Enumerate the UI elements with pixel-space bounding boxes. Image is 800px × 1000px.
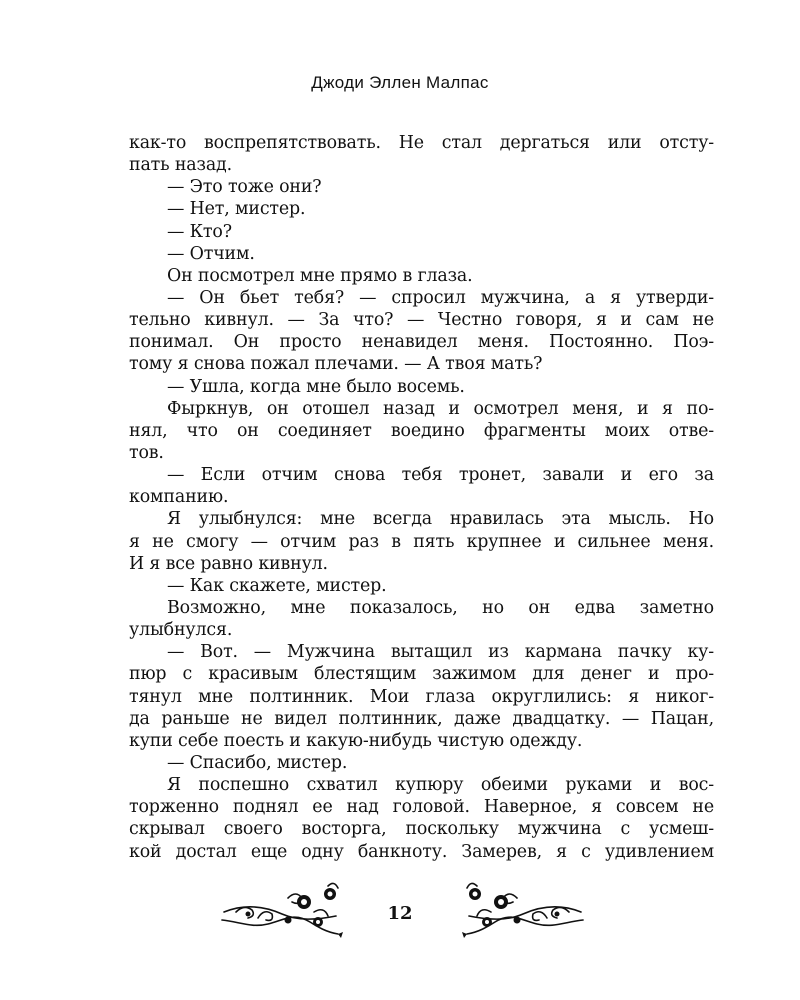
page-footer	[0, 876, 800, 946]
text-line: тянул мне полтинник. Мои глаза округлились: я никог-	[129, 686, 714, 707]
page-number: 12	[387, 903, 413, 924]
text-line: Фыркнув, он отошел назад и осмотрел меня, и я по-	[167, 398, 714, 419]
text-line: — Как скажете, мистер.	[167, 575, 387, 596]
text-line: купи себе поесть и какую-нибудь чистую одежду.	[129, 730, 583, 751]
text-line: кой достал еще одну банкноту. Замерев, я с удивлением	[129, 841, 714, 862]
text-line: тов.	[129, 442, 164, 463]
text-line: пать назад.	[129, 155, 232, 176]
text-line: понимал. Он просто ненавидел меня. Постоянно. Поэ-	[129, 332, 714, 353]
text-line: да раньше не видел полтинник, даже двадцатку. — Пацан,	[129, 708, 714, 729]
text-line: тому я снова пожал плечами. — А твоя мать?	[129, 354, 543, 375]
text-line: — Спасибо, мистер.	[167, 752, 348, 773]
text-line: Он посмотрел мне прямо в глаза.	[167, 265, 473, 286]
text-line: тельно кивнул. — За что? — Честно говоря, я и сам не	[129, 310, 714, 331]
text-line: — Ушла, когда мне было восемь.	[167, 376, 465, 397]
text-line: Я поспешно схватил купюру обеими руками и вос-	[167, 775, 714, 796]
text-line: — Отчим.	[167, 243, 255, 264]
text-line: — Это тоже они?	[167, 177, 322, 198]
rose-flourish-icon	[462, 876, 587, 938]
text-line: — Нет, мистер.	[167, 199, 306, 220]
text-line: — Вот. — Мужчина вытащил из кармана пачку ку-	[167, 642, 714, 663]
text-line: пюр с красивым блестящим зажимом для денег и про-	[129, 664, 714, 685]
text-line: скрывал своего восторга, поскольку мужчина с усмеш-	[129, 819, 714, 840]
text-line: как-то воспрепятствовать. Не стал дергаться или отсту-	[129, 133, 714, 153]
text-line: улыбнулся.	[129, 620, 233, 641]
text-line: компанию.	[129, 487, 229, 508]
body-text	[129, 132, 714, 863]
running-head: Джоди Эллен Малпас	[311, 73, 489, 92]
text-line: нял, что он соединяет воедино фрагменты моих отве-	[129, 420, 714, 441]
text-line: — Если отчим снова тебя тронет, завали и его за	[167, 465, 714, 486]
text-line: торженно поднял ее над головой. Наверное, я совсем не	[129, 797, 714, 818]
text-line: — Он бьет тебя? — спросил мужчина, а я утверди-	[167, 287, 714, 308]
text-line: я не смогу — отчим раз в пять крупнее и сильнее меня.	[129, 531, 714, 552]
text-line: Возможно, мне показалось, но он едва заметно	[167, 597, 714, 618]
text-line: Я улыбнулся: мне всегда нравилась эта мысль. Но	[167, 509, 714, 530]
text-line: И я все равно кивнул.	[129, 553, 328, 574]
text-line: — Кто?	[167, 221, 232, 242]
